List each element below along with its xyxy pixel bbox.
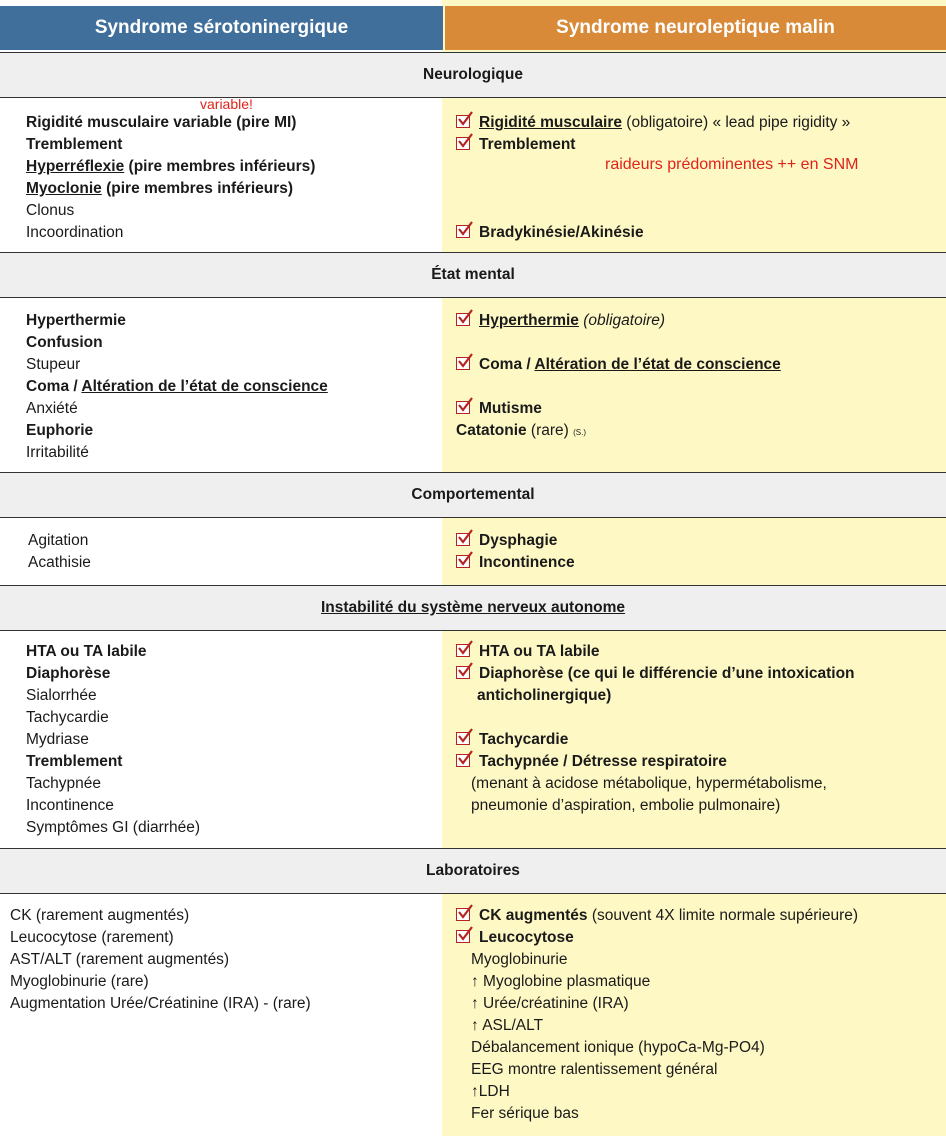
list-item: ↑ Urée/créatinine (IRA) — [471, 995, 629, 1012]
section-laboratoires: Laboratoires — [0, 848, 946, 894]
auto-left-list — [26, 641, 200, 839]
list-item: Euphorie — [26, 422, 94, 439]
checkbox-icon — [456, 930, 470, 943]
neuro-right-list — [456, 112, 850, 156]
checkbox-icon — [456, 666, 470, 679]
comport-left-list — [28, 530, 91, 574]
list-item: Catatonie (rare) (S.) — [456, 422, 587, 439]
list-item: Leucocytose — [456, 927, 858, 949]
list-item: Sialorrhée — [26, 687, 97, 704]
checkbox-icon — [456, 644, 470, 657]
list-item: CK augmentés (souvent 4X limite normale supérieure) — [456, 905, 858, 927]
auto-right-list — [456, 641, 855, 817]
list-item: Tachypnée — [26, 775, 101, 792]
list-item: Irritabilité — [26, 444, 89, 461]
list-item: Diaphorèse — [26, 665, 111, 682]
annotation-raideurs: raideurs prédominentes ++ en SNM — [605, 156, 859, 173]
list-item: Stupeur — [26, 356, 81, 373]
checkbox-icon — [456, 732, 470, 745]
neuro-right-list-2 — [456, 222, 644, 244]
checkbox-icon — [456, 115, 470, 128]
list-item: Incoordination — [26, 224, 124, 241]
list-item: (menant à acidose métabolique, hypermétabolisme, — [471, 775, 827, 792]
list-item: Bradykinésie/Akinésie — [456, 222, 644, 244]
mental-left-list — [26, 310, 328, 464]
list-item: ↑ Myoglobine plasmatique — [471, 973, 651, 990]
list-item: Anxiété — [26, 400, 78, 417]
header-serotonin: Syndrome sérotoninergique — [0, 6, 443, 50]
list-item: Myoglobinurie — [471, 951, 568, 968]
list-item: Tremblement — [456, 134, 850, 156]
list-item: Tachycardie — [26, 709, 109, 726]
list-item: Confusion — [26, 334, 103, 351]
neuro-left-list — [26, 112, 315, 244]
list-item: Tremblement — [26, 753, 123, 770]
list-item: Débalancement ionique (hypoCa-Mg-PO4) — [471, 1039, 765, 1056]
list-item: HTA ou TA labile — [26, 643, 147, 660]
list-item: Tachypnée / Détresse respiratoire — [456, 751, 855, 773]
labo-right-list — [456, 905, 858, 1125]
list-item: Acathisie — [28, 554, 91, 571]
checkbox-icon — [456, 754, 470, 767]
section-etat-mental: État mental — [0, 252, 946, 298]
list-item: EEG montre ralentissement général — [471, 1061, 718, 1078]
list-item: Rigidité musculaire (obligatoire) « lead pipe rigidity » — [456, 112, 850, 134]
annotation-variable: variable! — [200, 96, 253, 112]
comport-right-list — [456, 530, 575, 574]
list-item: ↑LDH — [471, 1083, 510, 1100]
checkbox-icon — [456, 313, 470, 326]
list-item: HTA ou TA labile — [456, 641, 855, 663]
section-comportemental: Comportemental — [0, 472, 946, 518]
header-nms: Syndrome neuroleptique malin — [445, 6, 946, 50]
list-item: Tachycardie — [456, 729, 855, 751]
list-item: Incontinence — [456, 552, 575, 574]
list-item: Hyperthermie — [26, 312, 126, 329]
checkbox-icon — [456, 225, 470, 238]
list-item: Diaphorèse (ce qui le différencie d’une intoxication — [456, 663, 855, 685]
list-item: pneumonie d’aspiration, embolie pulmonaire) — [471, 797, 781, 814]
list-item: Mydriase — [26, 731, 89, 748]
list-item: Leucocytose (rarement) — [10, 929, 174, 946]
list-item: Augmentation Urée/Créatinine (IRA) - (rare) — [10, 995, 311, 1012]
list-item: Mutisme — [456, 398, 781, 420]
section-neurologique: Neurologique — [0, 52, 946, 98]
list-item: Myoglobinurie (rare) — [10, 973, 149, 990]
list-item: Agitation — [28, 532, 89, 549]
list-item: Coma / Altération de l’état de conscience — [26, 378, 328, 395]
checkbox-icon — [456, 908, 470, 921]
mental-right-list — [456, 310, 781, 444]
labo-left-list — [10, 905, 311, 1015]
list-item: Coma / Altération de l’état de conscience — [456, 354, 781, 376]
checkbox-icon — [456, 533, 470, 546]
checkbox-icon — [456, 357, 470, 370]
list-item: Myoclonie (pire membres inférieurs) — [26, 180, 294, 197]
list-item: Dysphagie — [456, 530, 575, 552]
list-item: Hyperréflexie (pire membres inférieurs) — [26, 158, 316, 175]
list-item: anticholinergique) — [477, 687, 612, 704]
checkbox-icon — [456, 555, 470, 568]
section-instabilite: Instabilité du système nerveux autonome — [0, 585, 946, 631]
list-item: ↑ ASL/ALT — [471, 1017, 544, 1034]
list-item: Fer sérique bas — [471, 1105, 579, 1122]
checkbox-icon — [456, 401, 470, 414]
list-item: Incontinence — [26, 797, 114, 814]
list-item: AST/ALT (rarement augmentés) — [10, 951, 230, 968]
list-item: Clonus — [26, 202, 75, 219]
list-item: Hyperthermie (obligatoire) — [456, 310, 781, 332]
list-item: CK (rarement augmentés) — [10, 907, 190, 924]
list-item: Rigidité musculaire variable (pire MI) — [26, 114, 297, 131]
list-item: Symptômes GI (diarrhée) — [26, 819, 200, 836]
checkbox-icon — [456, 137, 470, 150]
list-item: Tremblement — [26, 136, 123, 153]
